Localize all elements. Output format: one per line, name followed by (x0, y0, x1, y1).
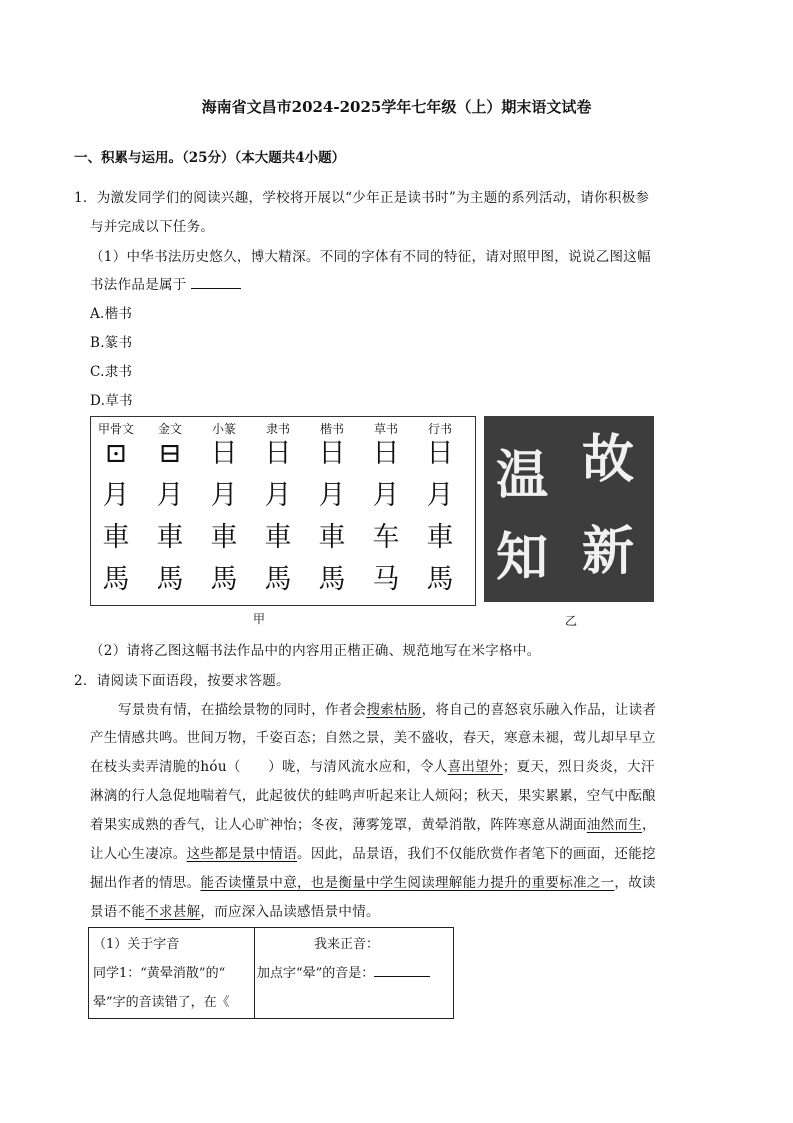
underlined-phrase: 这些都是景中情语 (186, 846, 298, 862)
q1-sub1-text: 书法作品是属于 (90, 277, 187, 293)
answer-blank[interactable] (374, 975, 430, 977)
text-run: 让人心生凄凉。 (90, 846, 187, 862)
header-xiaozhuan: 小篆 (211, 422, 236, 436)
header-kaishu: 楷书 (319, 422, 344, 436)
q2-paragraph-line (90, 871, 656, 891)
glyph-cell: 馬 (156, 564, 184, 595)
paper-title: 海南省文昌市2024-2025学年七年级（上）期末语文试卷 (201, 98, 592, 116)
section-heading: 一、积累与运用。（25分）（本大题共4小题） (74, 150, 346, 166)
text-run: 在枝头卖弄清脆的hóu（ ）咙，与清风流水应和，令人 (90, 759, 448, 775)
glyph-cell: 月 (102, 480, 130, 511)
header-jiaguwen: 甲骨文 (97, 422, 134, 436)
glyph-cell: ⊡ (104, 438, 128, 469)
header-jinwen: 金文 (157, 422, 182, 436)
glyph-cell: 車 (318, 522, 346, 553)
header-caoshu: 草书 (373, 422, 398, 436)
figure-yi-caption: 乙 (565, 614, 578, 628)
header-lishu: 隶书 (265, 422, 290, 436)
q1-sub1-line2 (90, 273, 241, 293)
glyph-cell: 月 (318, 480, 346, 511)
q2-paragraph-line (90, 900, 380, 920)
figure-yi-calligraphy (484, 416, 654, 602)
text-run: ，故读 (614, 875, 656, 891)
q2-paragraph-line (90, 813, 656, 833)
glyph-cell: 月 (372, 480, 400, 511)
text-run: 。因此，品景语，我们不仅能欣赏作者笔下的画面，还能挖 (297, 846, 656, 862)
calligraphy-char: 新 (582, 521, 635, 582)
q2-paragraph-line (118, 698, 656, 718)
underlined-phrase: 油然而生 (586, 817, 643, 833)
glyph-cell: 車 (264, 522, 292, 553)
glyph-cell: 日 (372, 438, 400, 469)
figure-jia-caption: 甲 (253, 612, 266, 626)
text-run: 着果实成熟的香气，让人心旷神怡；冬夜，薄雾笼罩，黄晕消散，阵阵寒意从湖面 (90, 817, 587, 833)
text-run: ，而应深入品读感悟景中情。 (200, 904, 380, 920)
table-cell-text (257, 962, 430, 981)
glyph-cell: 馬 (426, 564, 454, 595)
glyph-cell: ⊟ (158, 438, 182, 469)
calligraphy-char: 故 (582, 429, 635, 490)
q1-line2: 与并完成以下任务。 (90, 219, 215, 235)
underlined-phrase: 不求甚解 (145, 904, 201, 920)
header-xingshu: 行书 (427, 422, 452, 436)
text-run: 掘出作者的情思。 (90, 875, 201, 891)
glyph-cell: 车 (372, 522, 400, 553)
text-run: ；夏天，烈日炎炎，大汗 (502, 759, 655, 775)
text-run: ， (642, 817, 656, 833)
glyph-cell: 日 (210, 438, 238, 469)
q2-head: 2．请阅读下面语段，按要求答题。 (74, 673, 290, 689)
q1-line1: 1．为激发同学们的阅读兴趣，学校将开展以“少年正是读书时”为主题的系列活动，请你积极参 (74, 190, 650, 206)
q1-sub1-line1: （1）中华书法历史悠久，博大精深。不同的字体有不同的特征，请对照甲图，说说乙图这幅 (90, 249, 651, 265)
glyph-cell: 馬 (102, 564, 130, 595)
calligraphy-char: 温 (496, 445, 549, 506)
glyph-cell: 車 (210, 522, 238, 553)
q2-paragraph-line: 产生情感共鸣。世间万物，千姿百态；自然之景，美不盛收，春天，寒意未褪，莺儿却早早立 (90, 730, 656, 746)
text-run: 写景贵有情，在描绘景物的同时，作者会 (118, 702, 367, 718)
glyph-cell: 月 (156, 480, 184, 511)
glyph-cell: 車 (156, 522, 184, 553)
table-cell-text: 我来正音： (314, 937, 380, 952)
text-run: 景语不能 (90, 904, 146, 920)
glyph-cell: 月 (264, 480, 292, 511)
glyph-cell: 車 (102, 522, 130, 553)
table-cell-text: 同学1：“黄晕消散”的“ (93, 966, 226, 981)
underlined-phrase: 喜出望外 (447, 759, 503, 775)
glyph-cell: 馬 (318, 564, 346, 595)
text-run: 加点字“晕”的音是： (257, 966, 375, 981)
q1-sub2: （2）请将乙图这幅书法作品中的内容用正楷正确、规范地写在米字格中。 (90, 643, 541, 659)
table-cell-text: 晕”字的音读错了，在《 (93, 995, 230, 1010)
option-a: A.楷书 (90, 306, 133, 322)
table-cell-text: （1）关于字音 (93, 937, 180, 952)
calligraphy-char: 知 (496, 527, 549, 588)
q2-paragraph-line (90, 755, 655, 775)
underlined-phrase: 能否读懂景中意，也是衡量中学生阅读理解能力提升的重要标准之一 (200, 875, 615, 891)
glyph-cell: 日 (426, 438, 454, 469)
glyph-cell: 馬 (210, 564, 238, 595)
q2-paragraph-line: 淋漓的行人急促地喘着气，此起彼伏的蛙鸣声听起来让人烦闷；秋天，果实累累，空气中酝酿 (90, 788, 656, 804)
pronunciation-table (88, 927, 454, 1019)
option-b: B.篆书 (90, 335, 133, 351)
glyph-cell: 月 (210, 480, 238, 511)
glyph-cell: 日 (264, 438, 292, 469)
answer-blank[interactable] (191, 287, 241, 289)
glyph-cell: 車 (426, 522, 454, 553)
figure-jia-script-table (90, 416, 476, 606)
glyph-cell: 日 (318, 438, 346, 469)
text-run: ，将自己的喜怒哀乐融入作品，让读者 (421, 702, 657, 718)
q2-paragraph-line (90, 842, 656, 862)
option-c: C.隶书 (90, 364, 133, 380)
glyph-cell: 月 (426, 480, 454, 511)
underlined-phrase: 搜索枯肠 (366, 702, 422, 718)
glyph-cell: 马 (372, 564, 400, 595)
glyph-cell: 馬 (264, 564, 292, 595)
table-divider (254, 928, 255, 1018)
option-d: D.草书 (90, 393, 133, 409)
